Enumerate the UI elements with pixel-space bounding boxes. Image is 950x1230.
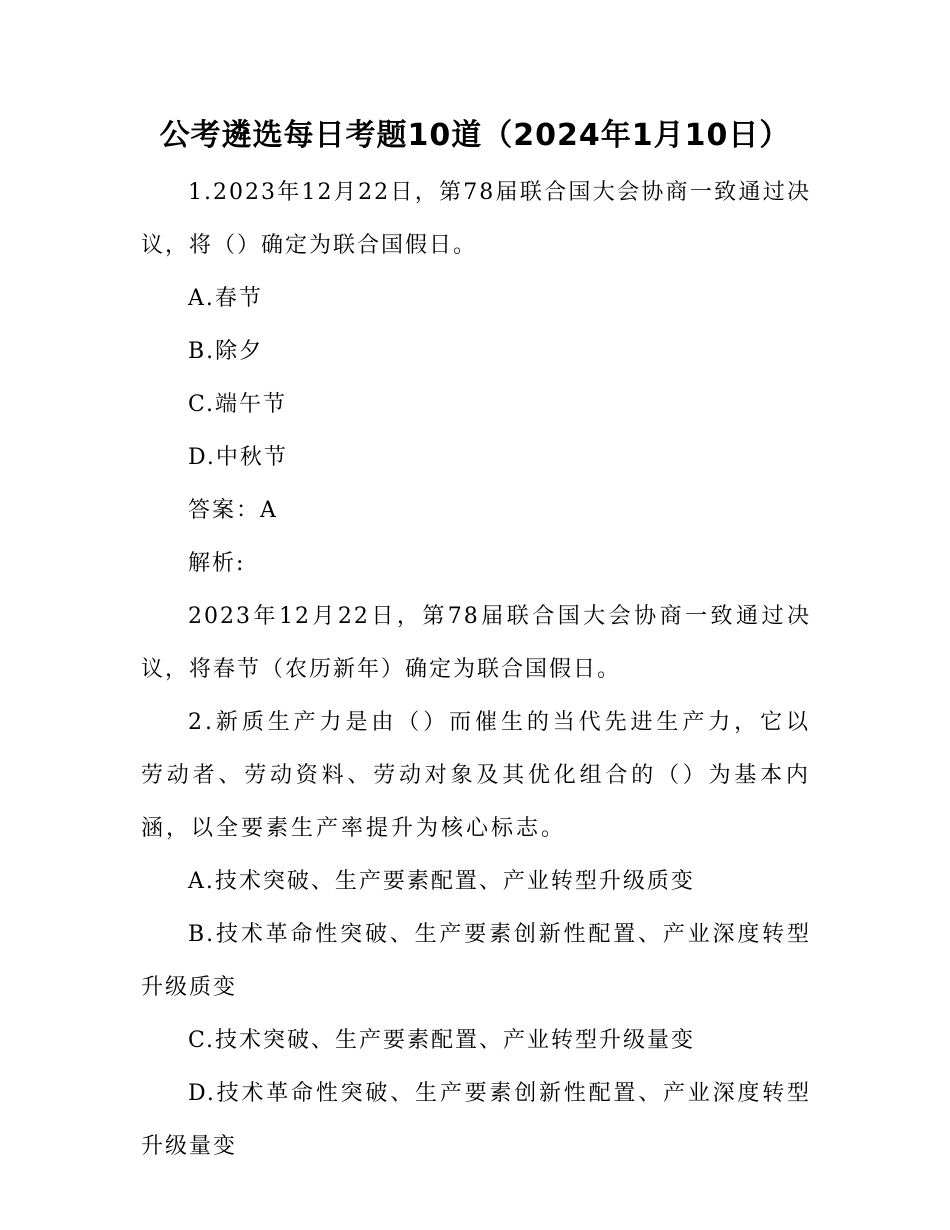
question-2-stem: 2.新质生产力是由（）而催生的当代先进生产力，它以劳动者、劳动资料、劳动对象及其优化组合的（）为基本内涵，以全要素生产率提升为核心标志。: [141, 710, 811, 841]
question-1-option-c: C.端午节: [188, 392, 288, 417]
question-2-option-a: A.技术突破、生产要素配置、产业转型升级质变: [188, 869, 695, 894]
question-1-option-a: A.春节: [188, 286, 263, 311]
question-1-option-b: B.除夕: [188, 339, 264, 364]
question-1-analysis: 2023年12月22日，第78届联合国大会协商一致通过决议，将春节（农历新年）确定为联合国假日。: [141, 604, 811, 682]
question-2-option-b: B.技术革命性突破、生产要素创新性配置、产业深度转型升级质变: [141, 922, 811, 1000]
document-body: [141, 166, 811, 1173]
question-1-analysis-label: 解析:: [188, 551, 246, 576]
question-1-option-d: D.中秋节: [188, 445, 288, 470]
document-title: 公考遴选每日考题10道（2024年1月10日）: [159, 118, 791, 153]
question-2-option-c: C.技术突破、生产要素配置、产业转型升级量变: [188, 1028, 696, 1053]
question-2-option-d: D.技术革命性突破、生产要素创新性配置、产业深度转型升级量变: [141, 1081, 811, 1159]
question-1-answer: 答案：A: [188, 498, 278, 523]
question-1-stem: 1.2023年12月22日，第78届联合国大会协商一致通过决议，将（）确定为联合国假日。: [141, 180, 811, 258]
